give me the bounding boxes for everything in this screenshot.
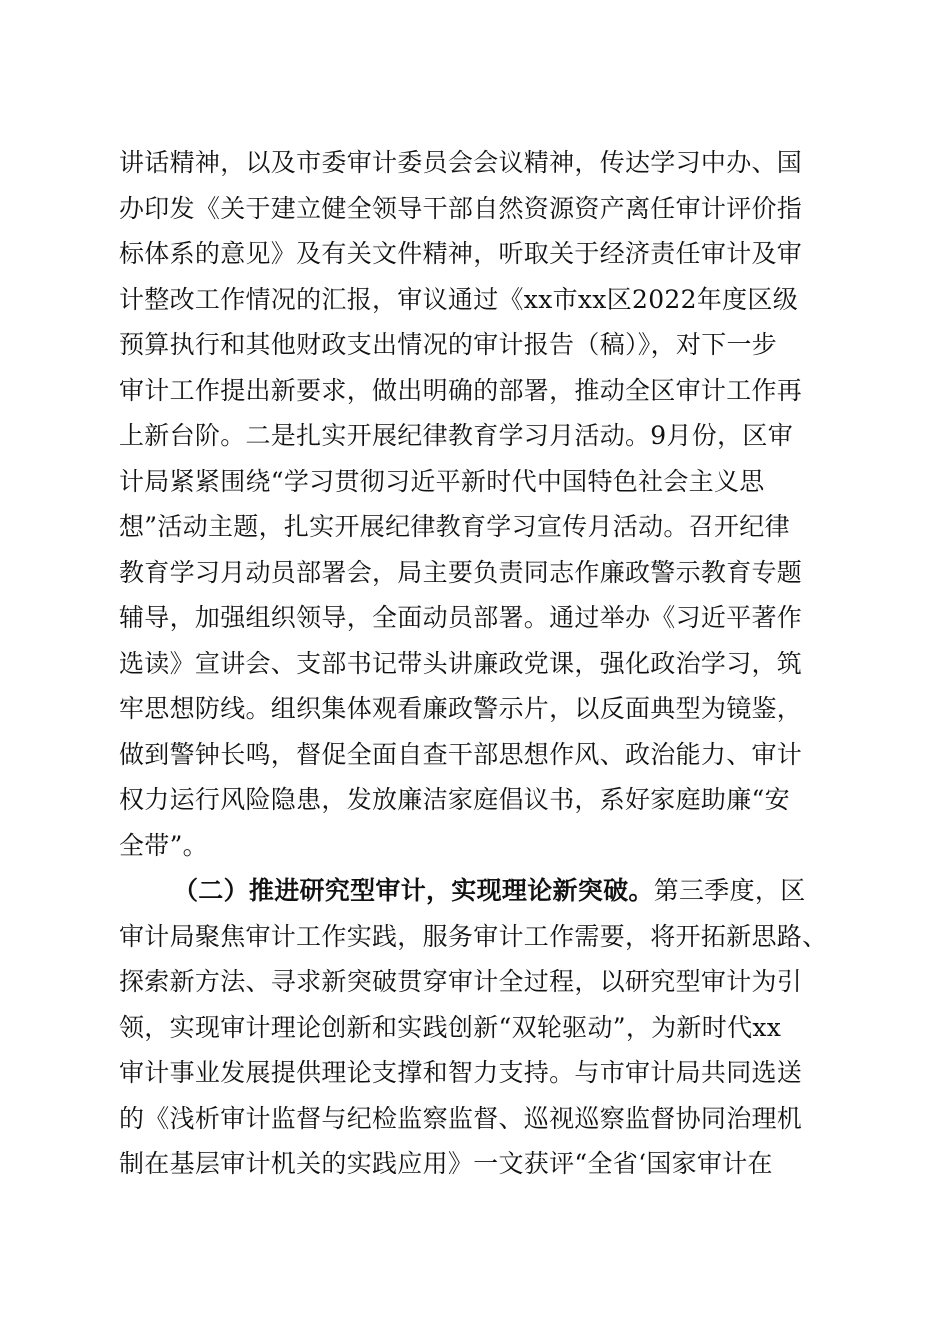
text-line: 想”活动主题，扎实开展纪律教育学习宣传月活动。召开纪律 bbox=[119, 512, 790, 541]
text-line: 办印发《关于建立健全领导干部自然资源资产离任审计评价指 bbox=[119, 193, 803, 223]
text-line: 预算执行和其他财政支出情况的审计报告（稿）》，对下一步 bbox=[119, 330, 778, 359]
text-line: 讲话精神，以及市委审计委员会会议精神，传达学习中办、国 bbox=[119, 148, 803, 177]
text-line: 的《浅析审计监督与纪检监察监督、巡视巡察监督协同治理机 bbox=[119, 1103, 803, 1133]
text-line: 选读》宣讲会、支部书记带头讲廉政党课，强化政治学习，筑 bbox=[119, 648, 803, 678]
section-heading-continuation: 第三季度，区 bbox=[653, 876, 806, 905]
text-line: 计局紧紧围绕“学习贯彻习近平新时代中国特色社会主义思 bbox=[119, 466, 765, 496]
text-line: 辅导，加强组织领导，全面动员部署。通过举办《习近平著作 bbox=[119, 603, 803, 632]
text-line: 审计局聚焦审计工作实践，服务审计工作需要，将开拓新思路、 bbox=[119, 921, 828, 951]
text-line: 牢思想防线。组织集体观看廉政警示片，以反面典型为镜鉴， bbox=[119, 694, 803, 723]
section-heading: （二）推进研究型审计，实现理论新突破。 bbox=[173, 876, 654, 905]
text-line: 制在基层审计机关的实践应用》一文获评“全省‘国家审计在 bbox=[119, 1149, 773, 1178]
text-line: 探索新方法、寻求新突破贯穿审计全过程，以研究型审计为引 bbox=[119, 967, 803, 996]
text-line: 计整改工作情况的汇报，审议通过《xx市xx区2022年度区级 bbox=[119, 284, 799, 314]
text-line: 上新台阶。二是扎实开展纪律教育学习月活动。9月份，区审 bbox=[119, 421, 794, 450]
body-text bbox=[119, 140, 839, 1187]
text-line: 标体系的意见》及有关文件精神，听取关于经济责任审计及审 bbox=[119, 239, 803, 268]
text-line: 全带”。 bbox=[119, 830, 208, 860]
text-line: 审计工作提出新要求，做出明确的部署，推动全区审计工作再 bbox=[119, 375, 803, 405]
section-heading-line bbox=[119, 868, 839, 914]
text-line: 审计事业发展提供理论支撑和智力支持。与市审计局共同选送 bbox=[119, 1058, 803, 1087]
text-line: 权力运行风险隐患，发放廉洁家庭倡议书，系好家庭助廉“安 bbox=[119, 785, 790, 814]
text-line: 教育学习月动员部署会，局主要负责同志作廉政警示教育专题 bbox=[119, 557, 803, 587]
text-line: 做到警钟长鸣，督促全面自查干部思想作风、政治能力、审计 bbox=[119, 739, 803, 769]
text-line: 领，实现审计理论创新和实践创新“双轮驱动”，为新时代xx bbox=[119, 1012, 782, 1042]
